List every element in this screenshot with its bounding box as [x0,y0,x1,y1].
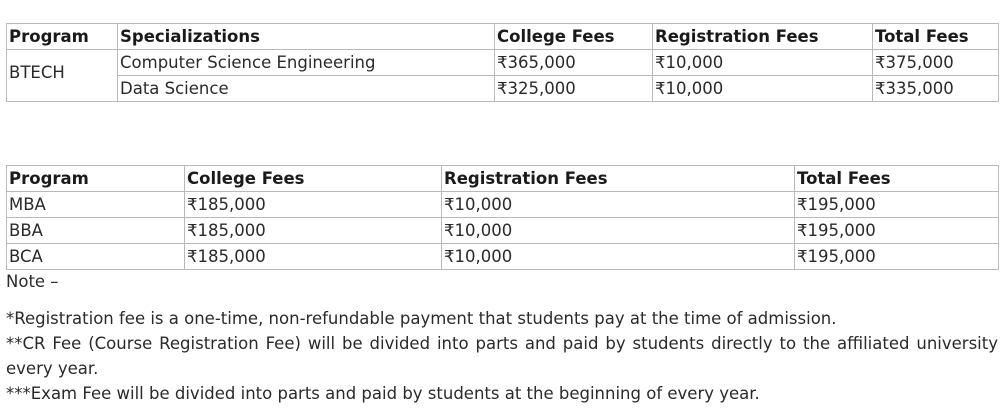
note-cr-fee: **CR Fee (Course Registration Fee) will be divided into parts and paid by students directly to the affiliated university every year. [6,334,998,378]
college-fees-cell: ₹185,000 [185,218,442,244]
header-registration-fees: Registration Fees [442,166,795,192]
program-cell: BTECH [7,50,118,102]
note-registration-fee: *Registration fee is a one-time, non-refundable payment that students pay at the time of admission. [6,309,837,328]
college-fees-cell: ₹325,000 [495,76,653,102]
header-college-fees: College Fees [495,24,653,50]
program-cell: MBA [7,192,185,218]
table-row [7,192,999,218]
table-row [7,218,999,244]
specialization-cell: Data Science [118,76,495,102]
program-cell: BBA [7,218,185,244]
note-exam-fee: ***Exam Fee will be divided into parts and paid by students at the beginning of every year. [6,384,760,403]
note-title: Note – [6,272,59,291]
total-fees-cell: ₹195,000 [795,192,999,218]
header-total-fees: Total Fees [873,24,999,50]
college-fees-cell: ₹185,000 [185,192,442,218]
registration-fees-cell: ₹10,000 [653,76,873,102]
registration-fees-cell: ₹10,000 [442,244,795,270]
header-program: Program [7,24,118,50]
specialization-cell: Computer Science Engineering [118,50,495,76]
btech-fees-table [6,23,999,102]
header-registration-fees: Registration Fees [653,24,873,50]
total-fees-cell: ₹375,000 [873,50,999,76]
header-specializations: Specializations [118,24,495,50]
registration-fees-cell: ₹10,000 [442,218,795,244]
header-college-fees: College Fees [185,166,442,192]
program-cell: BCA [7,244,185,270]
programs-fees-table [6,165,999,270]
college-fees-cell: ₹365,000 [495,50,653,76]
registration-fees-cell: ₹10,000 [442,192,795,218]
college-fees-cell: ₹185,000 [185,244,442,270]
header-program: Program [7,166,185,192]
notes-list [6,306,998,406]
total-fees-cell: ₹335,000 [873,76,999,102]
table-row [7,50,999,76]
table-row [7,76,999,102]
table-header-row [7,24,999,50]
total-fees-cell: ₹195,000 [795,218,999,244]
registration-fees-cell: ₹10,000 [653,50,873,76]
total-fees-cell: ₹195,000 [795,244,999,270]
header-total-fees: Total Fees [795,166,999,192]
table-header-row [7,166,999,192]
table-row [7,244,999,270]
